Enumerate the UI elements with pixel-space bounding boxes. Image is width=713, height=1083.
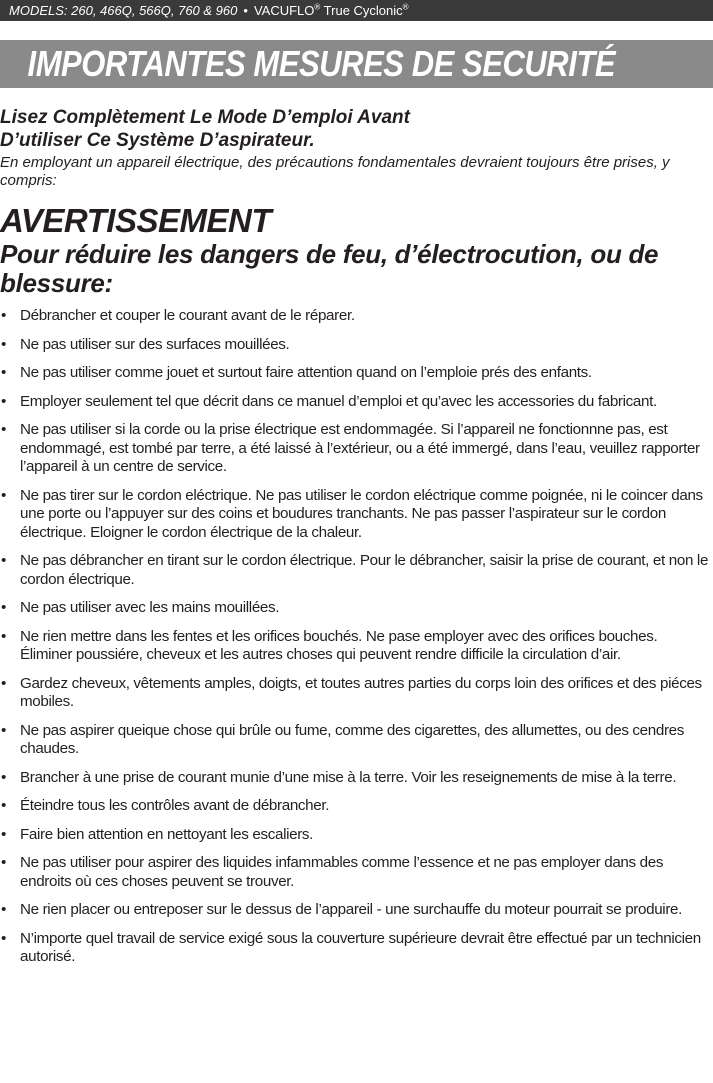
safety-item-text: Ne pas utiliser avec les mains mouillées.	[20, 599, 280, 616]
safety-item-text: Brancher à une prise de courant munie d’une mise à la terre. Voir les reseignements de mise à la terre.	[20, 768, 677, 786]
safety-item	[0, 722, 713, 759]
safety-item-text: Éteindre tous les contrôles avant de débrancher.	[20, 797, 330, 814]
bullet-icon: •	[1, 825, 6, 843]
bullet-icon: •	[1, 674, 6, 692]
safety-item-text: Ne rien placer ou entreposer sur le dessus de l’appareil - une surchauffe du moteur pourrait se produire.	[20, 901, 682, 918]
safety-item	[0, 628, 713, 665]
safety-item	[0, 854, 713, 891]
safety-item	[0, 675, 713, 712]
bullet-icon: •	[1, 854, 6, 871]
bullet-icon: •	[1, 552, 6, 569]
safety-item	[0, 393, 713, 412]
safety-item-text: Ne pas utiliser pour aspirer des liquides infammables comme l’essence et ne pas employer dans des endroits où ces choses peuvent se trouver.	[20, 854, 664, 890]
title-banner	[0, 40, 713, 88]
warning-heading: AVERTISSEMENT	[0, 202, 271, 239]
bullet-icon: •	[1, 797, 6, 814]
product-registered-mark: ®	[402, 2, 409, 12]
bullet-icon: •	[1, 599, 6, 616]
bullet-icon: •	[1, 335, 6, 353]
safety-item-text: Ne pas utiliser comme jouet et surtout faire attention quand on l’emploie prés des enfants.	[20, 364, 592, 381]
intro-paragraph: En employant un appareil électrique, des précautions fondamentales devraient toujours être prises, y compris:	[0, 154, 670, 189]
safety-item-text: Ne pas aspirer queique chose qui brûle ou fume, comme des cigarettes, des allumettes, ou des cendres chaudes.	[20, 721, 685, 757]
safety-item-text: Ne pas débrancher en tirant sur le cordon électrique. Pour le débrancher, saisir la prise de courant, et non le cordon électrique.	[20, 552, 709, 588]
safety-item	[0, 487, 713, 543]
bullet-icon: •	[1, 486, 6, 504]
bullet-icon: •	[1, 627, 6, 645]
bullet-icon: •	[1, 392, 6, 410]
model-header-bar	[0, 0, 713, 21]
bullet-icon: •	[1, 364, 6, 381]
safety-item	[0, 769, 713, 788]
safety-item	[0, 421, 713, 477]
header-separator: •	[243, 3, 248, 18]
document-body	[0, 106, 713, 977]
safety-item-text: Gardez cheveux, vêtements amples, doigts, et toutes autres parties du corps loin des orifices et des piéces mobiles.	[20, 674, 702, 710]
bullet-icon: •	[1, 901, 6, 918]
bullet-icon: •	[1, 721, 6, 739]
read-instructions-line-1: Lisez Complètement Le Mode D’emploi Avant	[0, 107, 410, 128]
safety-item	[0, 797, 713, 816]
safety-item-text: Débrancher et couper le courant avant de le réparer.	[20, 307, 355, 324]
safety-item	[0, 364, 713, 383]
models-label: MODELS: 260, 466Q, 566Q, 760 & 960	[9, 3, 238, 18]
bullet-icon: •	[1, 421, 6, 438]
safety-item	[0, 826, 713, 845]
bullet-icon: •	[1, 307, 6, 324]
safety-item-text: Employer seulement tel que décrit dans ce manuel d’emploi et qu’avec les accessories du fabricant.	[20, 392, 657, 410]
brand-name: VACUFLO	[253, 3, 315, 18]
safety-item-text: N’importe quel travail de service exigé sous la couverture supérieure devrait être effectué par un technicien autorisé.	[20, 929, 701, 965]
safety-item	[0, 307, 713, 326]
brand-registered-mark: ®	[314, 2, 321, 12]
bullet-icon: •	[1, 929, 6, 947]
safety-item	[0, 336, 713, 355]
bullet-icon: •	[1, 768, 6, 786]
safety-item-text: Ne pas tirer sur le cordon eléctrique. Ne pas utiliser le cordon eléctrique comme poignée, ni le coincer dans une porte ou l’appuyer sur des coins et boudures tranchants. Ne pas passer l’aspirateur sur le cordon électrique. Eloigner le cordon électrique de la chaleur.	[20, 486, 703, 541]
safety-item-text: Faire bien attention en nettoyant les escaliers.	[20, 825, 314, 843]
safety-item	[0, 901, 713, 920]
safety-list	[0, 307, 713, 967]
safety-item	[0, 930, 713, 967]
safety-item-text: Ne pas utiliser sur des surfaces mouillées.	[20, 335, 290, 353]
page-title: IMPORTANTES MESURES DE SECURITÉ	[27, 43, 616, 84]
product-name: True Cyclonic	[323, 3, 403, 18]
safety-item-text: Ne pas utiliser si la corde ou la prise électrique est endommagée. Si l’appareil ne fonctionnne pas, est endommagé, est tombé par terre, a été laissé à l’extérieur, ou a été immergé, dans l’eau, veuillez rapporter l’appareil à un centre de service.	[20, 421, 700, 475]
safety-item	[0, 552, 713, 589]
warning-subheading: Pour réduire les dangers de feu, d’électrocution, ou de blessure:	[0, 239, 659, 298]
read-instructions-line-2: D’utiliser Ce Système D’aspirateur.	[0, 130, 315, 151]
safety-item	[0, 599, 713, 618]
safety-item-text: Ne rien mettre dans les fentes et les orifices bouchés. Ne pase employer avec des orifices bouches. Éliminer poussiére, cheveux et les autres choses qui peuvent rendre difficile la circulation d’air.	[20, 627, 658, 663]
